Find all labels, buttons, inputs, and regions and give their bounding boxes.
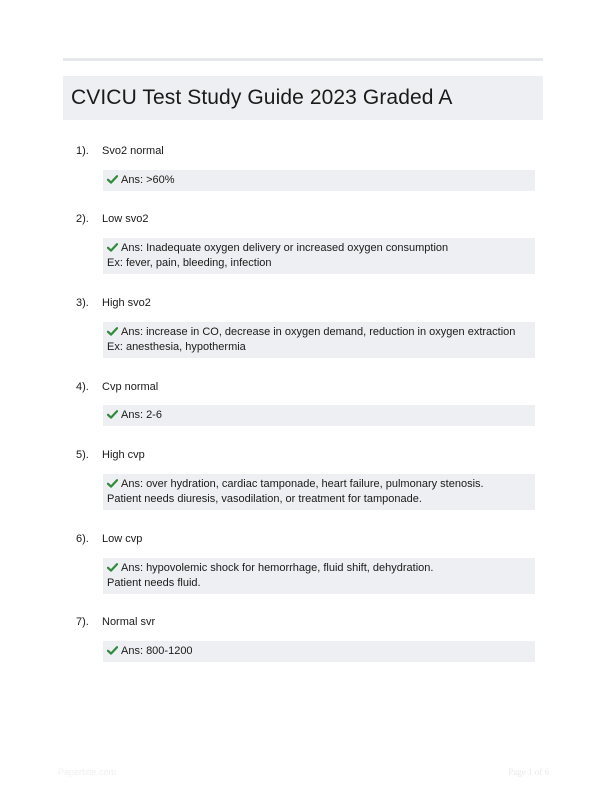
page-title: CVICU Test Study Guide 2023 Graded A bbox=[71, 86, 453, 109]
question-text: High svo2 bbox=[102, 297, 151, 309]
answer-box bbox=[103, 238, 535, 274]
answer-line: Ans: Inadequate oxygen delivery or increased oxygen consumption bbox=[107, 241, 531, 256]
question-number: 3). bbox=[76, 297, 89, 309]
answer-line: Ans: 800-1200 bbox=[107, 644, 531, 659]
question-number: 4). bbox=[76, 381, 89, 393]
title-banner bbox=[63, 76, 543, 120]
answer-box bbox=[103, 474, 535, 510]
answer-line: Ans: hypovolemic shock for hemorrhage, fluid shift, dehydration. bbox=[107, 561, 531, 576]
top-divider bbox=[63, 58, 543, 61]
question-number: 2). bbox=[76, 213, 89, 225]
check-icon bbox=[107, 243, 118, 252]
page-number: Page 1 of 6 bbox=[508, 767, 549, 777]
check-icon bbox=[107, 175, 118, 184]
check-icon bbox=[107, 327, 118, 336]
question-number: 1). bbox=[76, 145, 89, 157]
check-icon bbox=[107, 646, 118, 655]
answer-line: Ans: increase in CO, decrease in oxygen demand, reduction in oxygen extraction bbox=[107, 325, 531, 340]
answer-line: Ex: anesthesia, hypothermia bbox=[107, 341, 246, 353]
question-text: Cvp normal bbox=[102, 381, 159, 393]
question-text: Svo2 normal bbox=[102, 145, 164, 157]
answer-line: Ex: fever, pain, bleeding, infection bbox=[107, 257, 272, 269]
answer-line: Ans: 2-6 bbox=[107, 408, 531, 423]
question-number: 5). bbox=[76, 449, 89, 461]
answer-box bbox=[103, 170, 535, 191]
answer-line: Ans: >60% bbox=[107, 173, 531, 188]
answer-line: Patient needs fluid. bbox=[107, 577, 201, 589]
answer-box bbox=[103, 641, 535, 662]
question-text: Normal svr bbox=[102, 616, 156, 628]
answer-box bbox=[103, 322, 535, 358]
answer-box bbox=[103, 405, 535, 426]
answer-line: Patient needs diuresis, vasodilation, or treatment for tamponade. bbox=[107, 493, 422, 505]
check-icon bbox=[107, 410, 118, 419]
footer-watermark: Paperbite.com bbox=[58, 767, 117, 777]
question-text: Low cvp bbox=[102, 533, 143, 545]
check-icon bbox=[107, 479, 118, 488]
check-icon bbox=[107, 563, 118, 572]
question-text: Low svo2 bbox=[102, 213, 149, 225]
question-number: 7). bbox=[76, 616, 89, 628]
answer-box bbox=[103, 558, 535, 594]
answer-line: Ans: over hydration, cardiac tamponade, heart failure, pulmonary stenosis. bbox=[107, 477, 531, 492]
question-number: 6). bbox=[76, 533, 89, 545]
question-text: High cvp bbox=[102, 449, 145, 461]
